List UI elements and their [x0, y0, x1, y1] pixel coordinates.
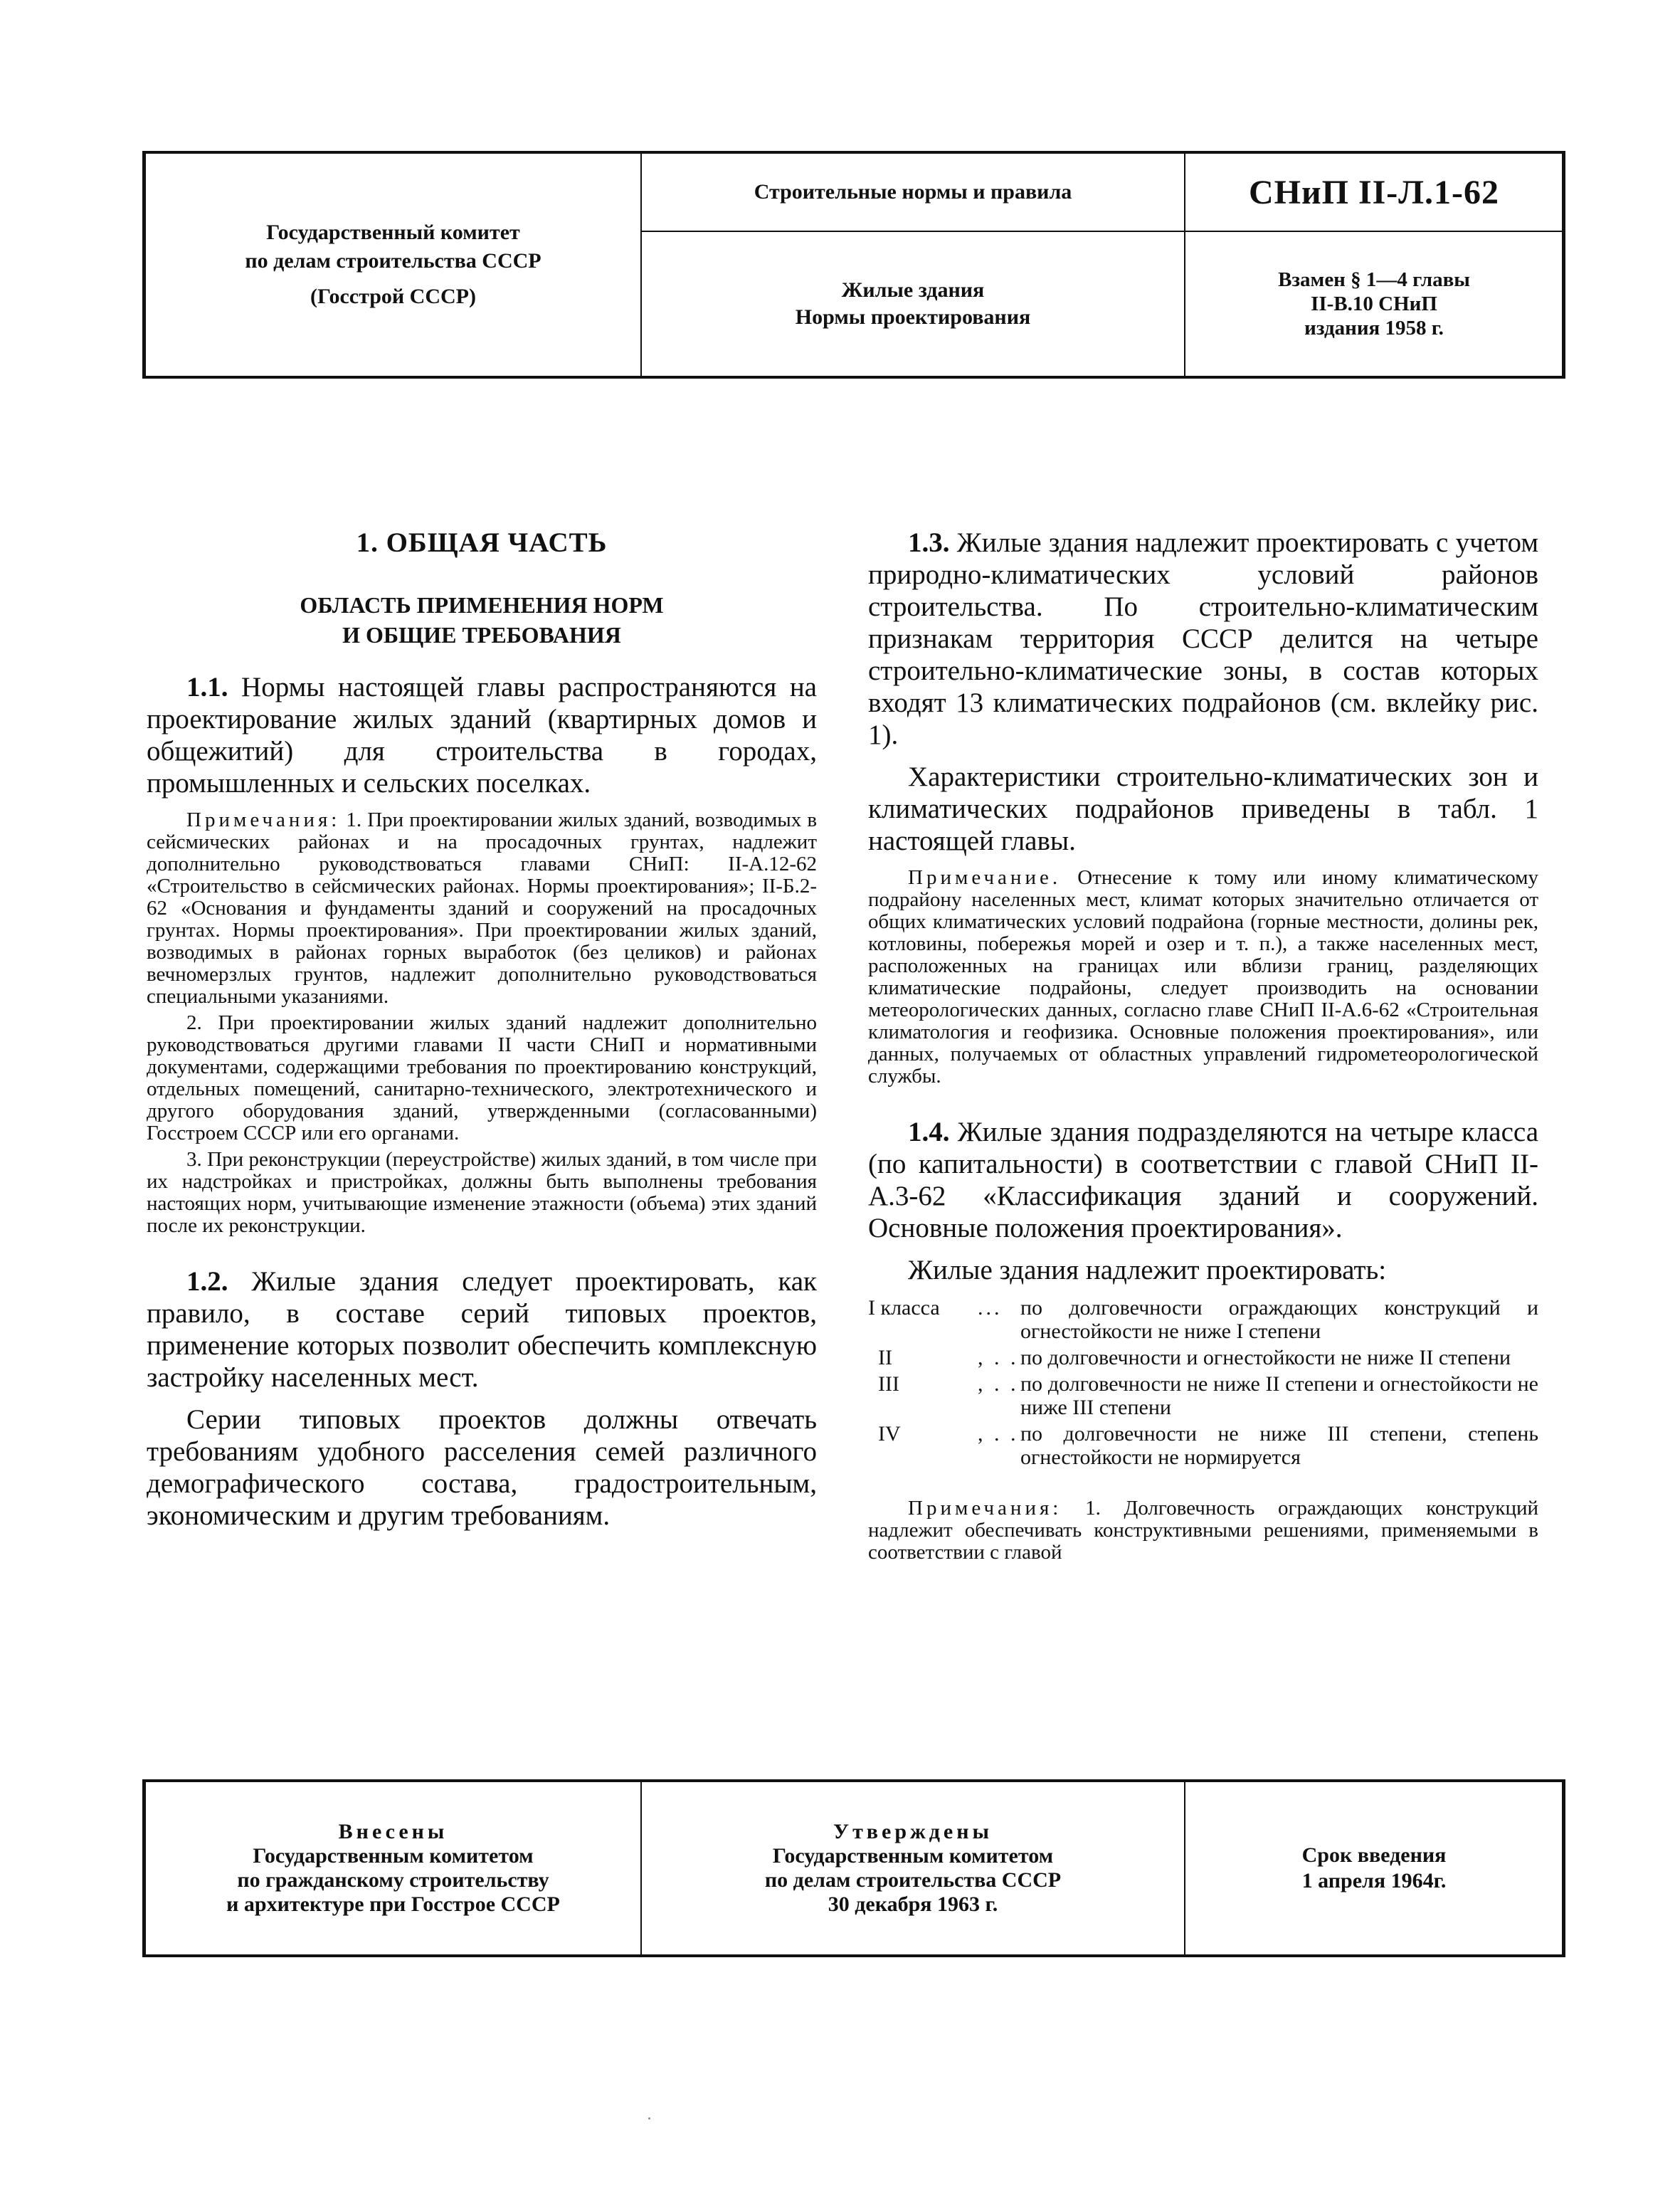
approved-label: Утверждены — [833, 1820, 993, 1843]
class-name: IV — [878, 1422, 901, 1446]
list-item — [868, 1422, 1538, 1472]
subtitle-line-2: И ОБЩИЕ ТРЕБОВАНИЯ — [342, 622, 621, 648]
introduced-line-1: Государственным комитетом — [253, 1844, 534, 1868]
footer-frame — [142, 1779, 1565, 1957]
subtitle-line-1: ОБЛАСТЬ ПРИМЕНЕНИЯ НОРМ — [300, 592, 664, 618]
paragraph-text: Жилые здания надлежит проектировать с учетом природно-климатических условий районов строительства. По строительно-климатическим признакам территория СССР делится на четыре строительно-климатические зоны, в состав которых входят 13 климатических подрайонов (см. вклейку рис. 1). — [868, 527, 1538, 750]
class-name: III — [878, 1372, 899, 1396]
doc-code — [1185, 154, 1563, 231]
note-1 — [147, 809, 817, 1008]
norms-label — [642, 154, 1184, 231]
paragraph-1-2-continued: Серии типовых проектов должны отвечать требованиям удобного расселения семей различного демографического состава, градостроительным, экономическим и другим требованиям. — [147, 1404, 817, 1531]
paragraph-number: 1.2. — [186, 1266, 228, 1297]
notes-label: Примечания: — [908, 1497, 1062, 1520]
replaces-line-3: издания 1958 г. — [1304, 317, 1444, 339]
left-column — [147, 527, 817, 1542]
paragraph-text: Жилые здания следует проектировать, как правило, в составе серий типовых проектов, применение которых позволит обеспечить комплексную застройку населенных мест. — [147, 1266, 818, 1393]
note-3: 3. При реконструкции (переустройстве) жилых зданий, в том числе при их надстройках и пристройках, должны быть выполнены требования настоящих норм, учитывающие изменение этажности (объема) этих зданий после их реконструкции. — [147, 1148, 817, 1237]
approved-line-3: 30 декабря 1963 г. — [828, 1892, 998, 1916]
introduced-block — [146, 1782, 640, 1954]
agency-block — [146, 154, 640, 376]
introduced-label: Внесены — [338, 1820, 448, 1843]
replaces-block — [1185, 232, 1563, 376]
class-dots: ... — [978, 1296, 1003, 1320]
paragraph-text: Жилые здания подразделяются на четыре класса (по капитальности) в соответствии с главой СНиП II-А.3-62 «Классификация зданий и сооружений. Основные положения проектирования». — [868, 1117, 1538, 1243]
class-dots: , . . — [978, 1372, 1019, 1396]
approved-line-1: Государственным комитетом — [772, 1844, 1054, 1868]
approved-line-2: по делам строительства СССР — [764, 1868, 1062, 1892]
effective-line-2: 1 апреля 1964г. — [1301, 1869, 1447, 1892]
list-item — [868, 1346, 1538, 1372]
note-text: 1. При проектировании жилых зданий, возводимых в сейсмических районах и на просадочных грунтах, надлежит дополнительно руководствоваться главами СНиП: II-А.12-62 «Строительство в сейсмических районах. Нормы проектирования»; II-Б.2-62 «Основания и фундаменты зданий и сооружений на просадочных грунтах. Нормы проектирования». При проектировании жилых зданий, возводимых в районах горных выработок (без целиков) и районах вечномерзлых грунтов, надлежит дополнительно руководствоваться специальными указаниями. — [147, 809, 818, 1008]
note-text: 1. Долговечность ограждающих конструкций надлежит обеспечивать конструктивными решениями, применяемыми в соответствии с главой — [868, 1497, 1539, 1564]
subject-block — [642, 232, 1184, 376]
effective-line-1: Срок введения — [1301, 1843, 1447, 1867]
subject-line-2: Нормы проектирования — [795, 305, 1031, 329]
paragraph-number: 1.3. — [908, 527, 950, 558]
note-text: Отнесение к тому или иному климатическому подрайону населенных мест, климат которых значительно отличается от общих климатических условий подрайона (горные местности, долины рек, котловины, побережья морей и озер и т. п.), а также населенных мест, расположенных на границах или вблизи границ, разделяющих климатические подрайоны, следует производить на основании метеорологических данных, согласно главе СНиП II-А.6-62 «Строительная климатология и геофизика. Основные положения проектирования», или данных, получаемых от областных управлений гидрометеорологической службы. — [868, 866, 1539, 1088]
paragraph-1-3 — [868, 527, 1538, 751]
paragraph-number: 1.4. — [908, 1117, 950, 1147]
note-2: 2. При проектировании жилых зданий надлежит дополнительно руководствоваться другими главами II части СНиП и нормативными документами, содержащими требования по проектированию конструкций, отдельных помещений, санитарно-технического, электротехнического и другого оборудования зданий, утвержденными (согласованными) Госстроем СССР или его органами. — [147, 1011, 817, 1144]
doc-code-text: СНиП II-Л.1-62 — [1248, 173, 1500, 211]
paragraph-text: Нормы настоящей главы распространяются на проектирование жилых зданий (квартирных домов и общежитий) для строительства в городах, промышленных и сельских поселках. — [147, 672, 817, 799]
effective-block — [1185, 1782, 1563, 1954]
agency-line-1: Государственный комитет — [266, 221, 520, 244]
paragraph-1-1 — [147, 671, 817, 799]
section-title: 1. ОБЩАЯ ЧАСТЬ — [356, 527, 608, 558]
header-frame — [142, 151, 1565, 379]
replaces-line-1: Взамен § 1—4 главы — [1278, 268, 1470, 291]
scan-speck — [648, 2117, 650, 2120]
norms-label-text: Строительные нормы и правила — [754, 180, 1072, 204]
paragraph-1-3-continued: Характеристики строительно-климатических зон и климатических подрайонов приведены в табл. 1 настоящей главы. — [868, 762, 1538, 856]
agency-line-2: по делам строительства СССР — [245, 249, 541, 273]
paragraph-1-2 — [147, 1265, 817, 1394]
paragraph-number: 1.1. — [186, 672, 228, 702]
class-requirement: по долговечности и огнестойкости не ниже II степени — [1020, 1346, 1511, 1369]
building-classes-list — [868, 1296, 1538, 1472]
subject-line-1: Жилые здания — [841, 278, 985, 302]
notes-label: Примечания: — [186, 809, 341, 831]
agency-line-3: (Госстрой СССР) — [310, 285, 476, 308]
class-requirement: по долговечности не ниже II степени и огнестойкости не ниже III степени — [1020, 1372, 1538, 1419]
class-name: II — [878, 1346, 892, 1369]
class-name: I класса — [868, 1296, 940, 1320]
paragraph-1-4 — [868, 1116, 1538, 1244]
list-item — [868, 1296, 1538, 1346]
introduced-line-2: по гражданскому строительству — [237, 1868, 549, 1892]
class-requirement: по долговечности не ниже III степени, степень огнестойкости не нормируется — [1020, 1422, 1538, 1469]
class-requirement: по долговечности ограждающих конструкций и огнестойкости не ниже I степени — [1020, 1296, 1538, 1343]
paragraph-1-4-continued: Жилые здания надлежит проектировать: — [908, 1255, 1387, 1285]
class-dots: , . . — [978, 1422, 1019, 1446]
class-dots: , . . — [978, 1346, 1019, 1369]
notes-2 — [868, 1497, 1538, 1564]
section-subtitle — [147, 590, 817, 650]
replaces-line-2: II-В.10 СНиП — [1311, 293, 1437, 315]
approved-block — [642, 1782, 1184, 1954]
introduced-line-3: и архитектуре при Госстрое СССР — [226, 1892, 560, 1916]
list-item — [868, 1372, 1538, 1422]
note-label: Примечание. — [908, 866, 1062, 889]
right-column — [868, 527, 1538, 1568]
climate-note — [868, 867, 1538, 1088]
